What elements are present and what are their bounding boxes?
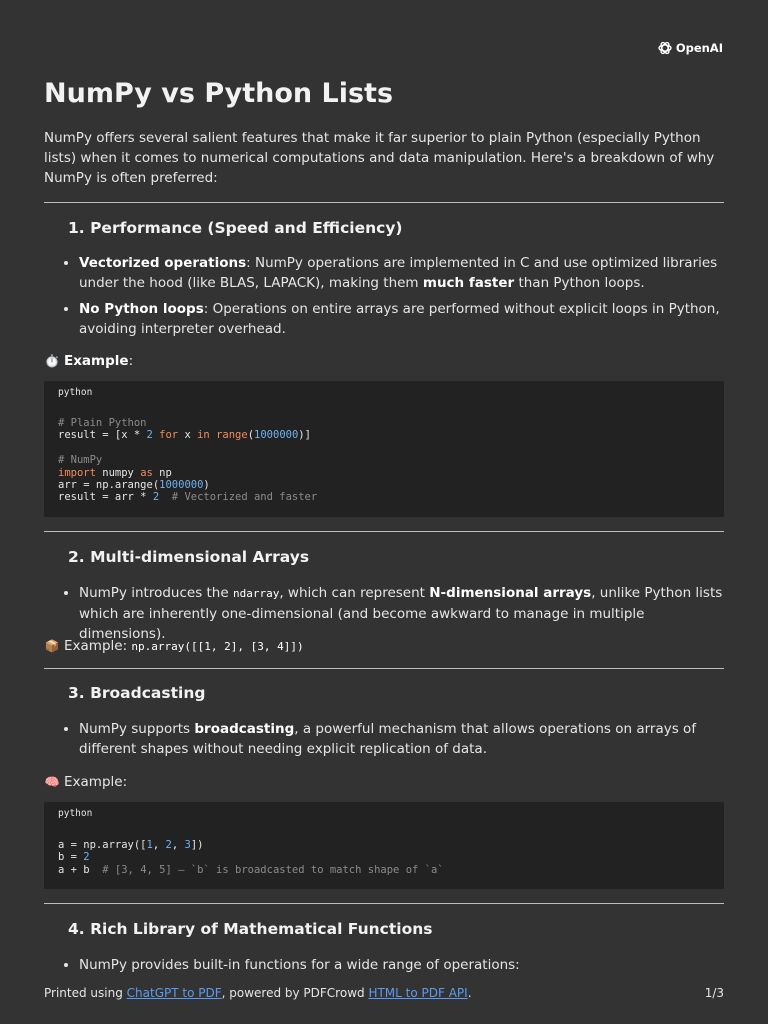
openai-icon [657, 40, 673, 56]
list-item: • NumPy introduces the ndarray, which can represent N-dimensional arrays, unlike Python lists which are inherently one-dimensional (and become awkward to manage in multiple dimensions). [79, 583, 724, 644]
bullet-list [44, 719, 724, 765]
section-divider [44, 903, 724, 904]
code-block [44, 381, 724, 517]
list-item: • Vectorized operations: NumPy operations are implemented in C and use optimized libraries under the hood (like BLAS, LAPACK), making them much faster than Python loops. [79, 253, 724, 293]
example-label: ⏱️ Example: [44, 353, 134, 369]
intro-paragraph: NumPy offers several salient features that make it far superior to plain Python (especially Python lists) when it comes to numerical computations and data manipulation. Here's a breakdown of why NumPy is often preferred: [44, 130, 715, 186]
code-content: a = np.array([1, 2, 3]) b = 2 a + b # [3, 4, 5] — `b` is broadcasted to match shape of `a` [58, 839, 444, 876]
list-item: • No Python loops: Operations on entire arrays are performed without explicit loops in Python, avoiding interpreter overhead. [79, 299, 724, 339]
openai-logo [657, 40, 723, 56]
stopwatch-icon: ⏱️ [44, 354, 60, 368]
example-label: 🧠 Example: [44, 774, 128, 790]
bullet-list [44, 253, 724, 345]
section-divider [44, 202, 724, 203]
code-language-label: python [58, 808, 93, 819]
section-divider [44, 668, 724, 669]
chatgpt-to-pdf-link[interactable]: ChatGPT to PDF [126, 986, 222, 1000]
page-number: 1/3 [704, 986, 724, 1000]
print-footer: Printed using ChatGPT to PDF, powered by PDFCrowd HTML to PDF API. 1/3 [44, 986, 724, 1000]
code-block [44, 802, 724, 889]
list-item: • NumPy provides built-in functions for a wide range of operations: [79, 955, 724, 975]
section-heading-math-functions: 4. Rich Library of Mathematical Functions [68, 920, 433, 938]
package-icon: 📦 [44, 639, 60, 653]
section-divider [44, 531, 724, 532]
bullet-list [44, 955, 724, 981]
brand-name: OpenAI [675, 41, 723, 55]
section-heading-broadcasting: 3. Broadcasting [68, 684, 206, 702]
section-heading-multidimensional: 2. Multi-dimensional Arrays [68, 548, 310, 566]
html-to-pdf-api-link[interactable]: HTML to PDF API [368, 986, 468, 1000]
page-title: NumPy vs Python Lists [44, 78, 394, 109]
list-item: • NumPy supports broadcasting, a powerful mechanism that allows operations on arrays of different shapes without needing explicit replication of data. [79, 719, 724, 759]
brain-icon: 🧠 [44, 775, 60, 789]
code-language-label: python [58, 387, 93, 398]
section-heading-performance: 1. Performance (Speed and Efficiency) [68, 219, 403, 237]
code-content: # Plain Python result = [x * 2 for x in range(1000000)] # NumPy import numpy as np arr = np.arange(1000000) result = arr * 2 # Vectorized and faster [58, 417, 318, 504]
example-label: 📦 Example: np.array([[1, 2], [3, 4]]) [44, 638, 304, 654]
